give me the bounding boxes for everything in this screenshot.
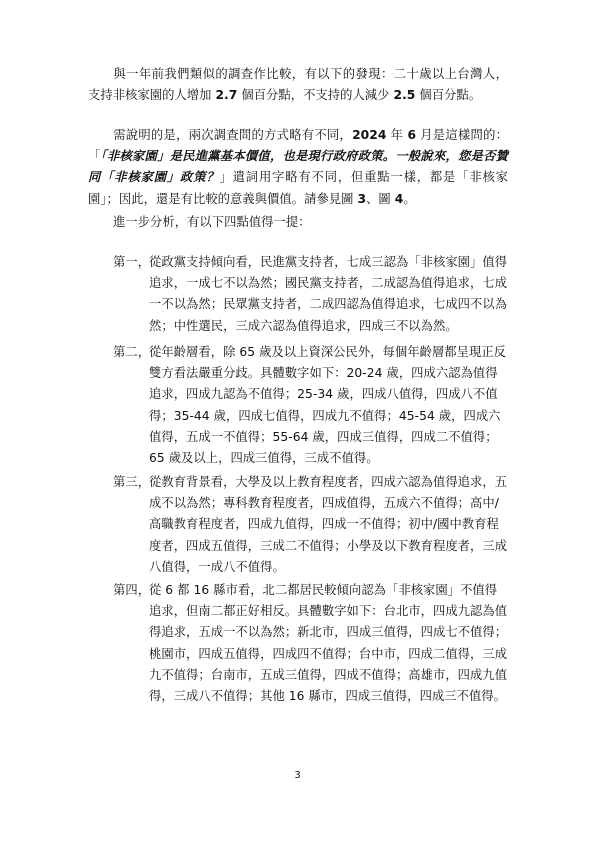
item-text: 從政黨支持傾向看，民進黨支持者，七成三認為「非核家園」值得追求，一成七不以為然；國民黨支持者，二成認為值得追求，七成一不以為然；民眾黨支持者，二成四認為值得追求，七成四不以為然；中性選民，三成六認為值得追求，四成三不以為然。 bbox=[149, 255, 508, 333]
item-text: 從年齡層看，除 65 歲及以上資深公民外，每個年齡層都呈現正反雙方看法嚴重分歧。具體數字如下：20-24 歲，四成六認為值得追求，四成九認為不值得；25-34 歲，四成八值得，四成八不值得；35-44 歲，四成七值得，四成九不值得；45-54 歲，四成六值得，五成一不值得；55-64 歲，四成三值得，四成二不值得；65 歲及以上，四成三值得，三成不值得。 bbox=[149, 345, 507, 466]
stat-increase: 2.7 bbox=[215, 88, 238, 103]
page-number: 3 bbox=[294, 770, 301, 781]
survey-question: 「非核家園」是民進黨基本價值，也是現行政府政策。一般說來，您是否贊同「非核家園」政策？ bbox=[88, 149, 508, 185]
item-text: 從教育背景看，大學及以上教育程度者，四成六認為值得追求，五成不以為然；專科教育程度者，四成值得，五成六不值得；高中/高職教育程度者，四成九值得，四成一不值得；初中/國中教育程度者，四成五值得，三成二不值得；小學及以下教育程度者，三成八值得，一成八不值得。 bbox=[149, 475, 508, 574]
paragraph-method-note: 需說明的是，兩次調查問的方式略有不同，2024 年 6 月是這樣問的：「「非核家園」是民進黨基本價值，也是現行政府政策。一般說來，您是否贊同「非核家園」政策？」遣詞用字略有不同，但重點一樣，都是「非核家園」；因此，還是有比較的意義與價值。請參見圖 3、圖 4。 bbox=[88, 128, 508, 206]
list-item bbox=[113, 580, 509, 707]
item-marker: 第四， bbox=[113, 583, 151, 597]
stat-decrease: 2.5 bbox=[393, 88, 416, 103]
list-item bbox=[113, 472, 509, 578]
paragraph-intro-points: 進一步分析，有以下四點值得一提： bbox=[113, 215, 311, 229]
item-marker: 第一， bbox=[113, 255, 151, 269]
list-item bbox=[113, 342, 509, 469]
item-text: 從 6 都 16 縣市看，北二都居民較傾向認為「非核家園」不值得追求，但南二都正好相反。具體數字如下：台北市，四成九認為值得追求，五成一不以為然；新北市，四成三值得，四成七不值得；桃園市，四成五值得，四成四不值得；台中市，四成二值得，三成九不值得；台南市，五成三值得，四成不值得；高雄市，四成九值得，三成八不值得；其他 16 縣市，四成三值得，四成三不值得。 bbox=[149, 583, 508, 704]
item-marker: 第二， bbox=[113, 345, 151, 359]
list-item bbox=[113, 252, 509, 337]
paragraph-comparison: 與一年前我們類似的調查作比較，有以下的發現：二十歲以上台灣人，支持非核家園的人增加 2.7 個百分點，不支持的人減少 2.5 個百分點。 bbox=[88, 67, 508, 103]
item-marker: 第三， bbox=[113, 475, 151, 489]
